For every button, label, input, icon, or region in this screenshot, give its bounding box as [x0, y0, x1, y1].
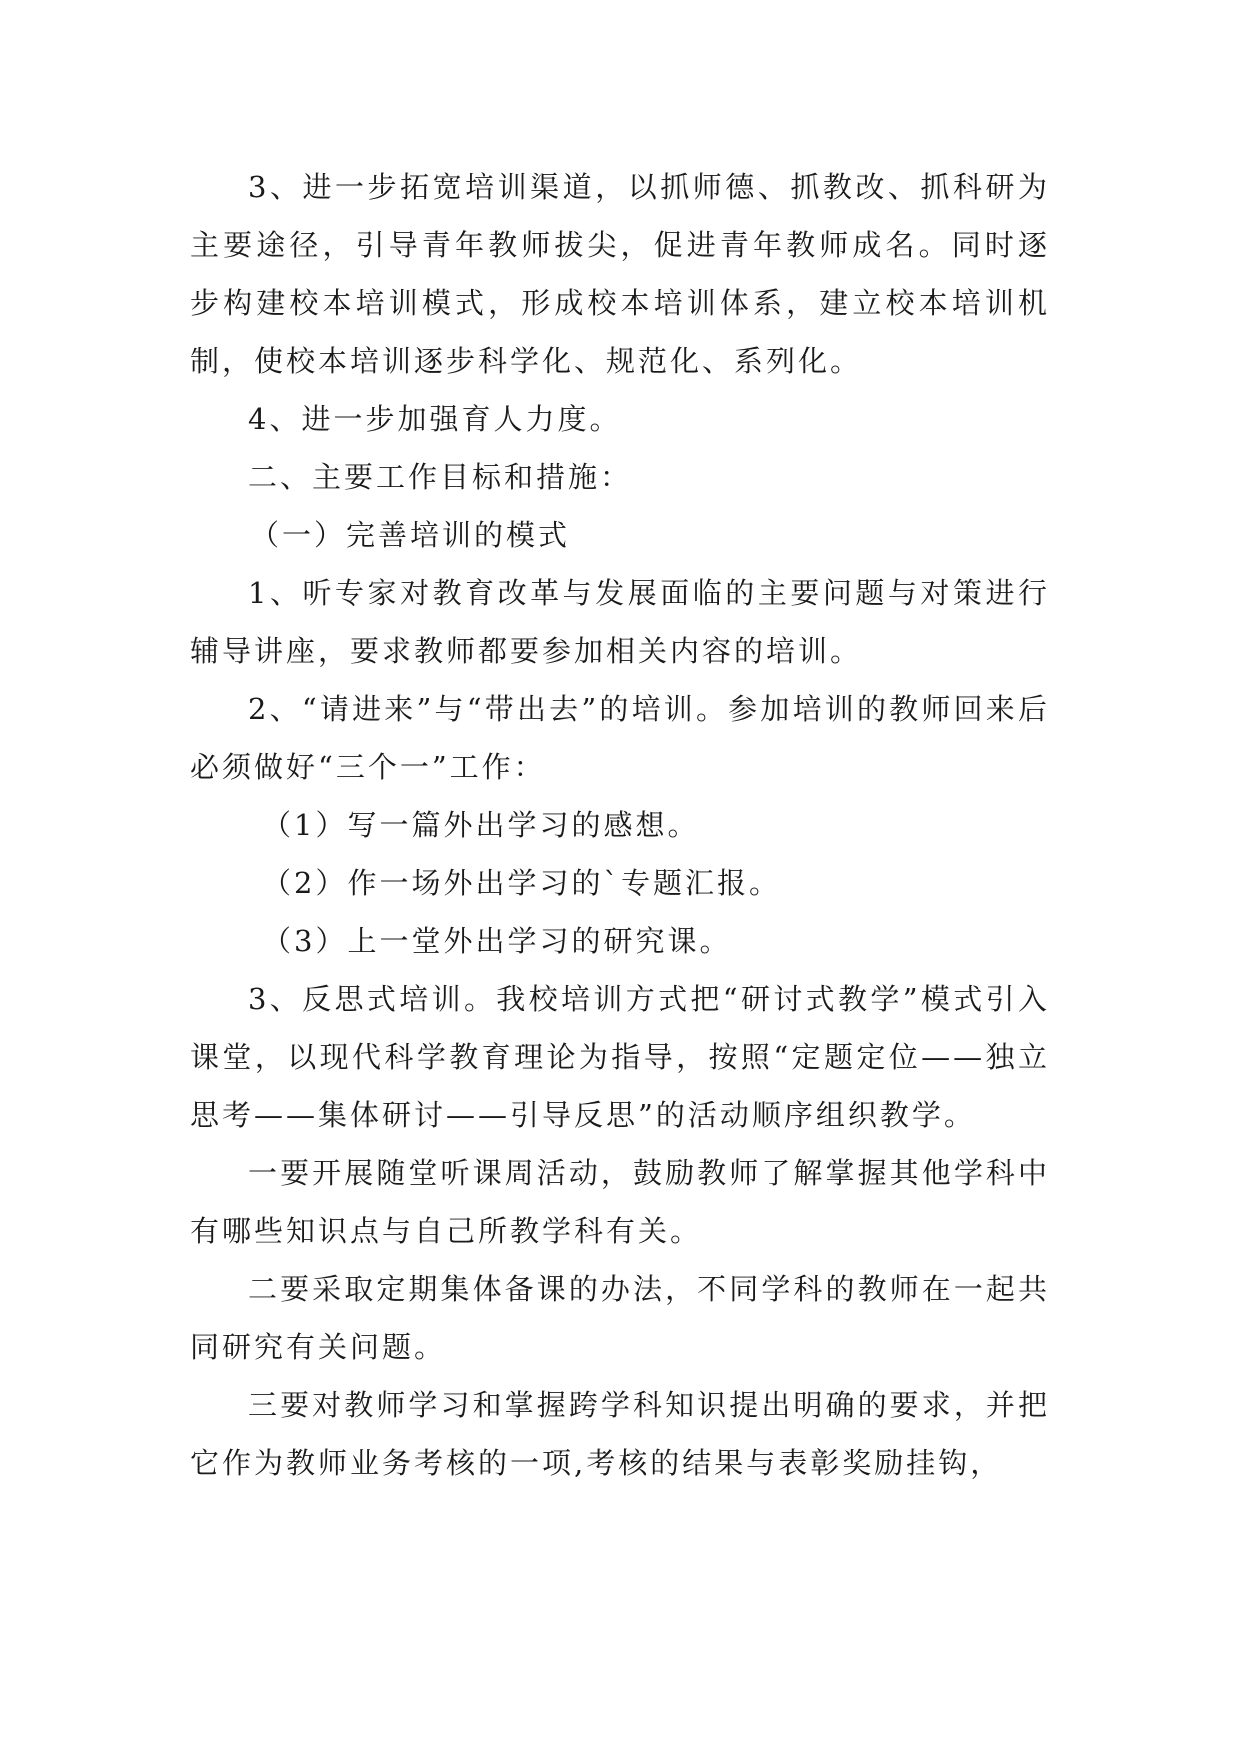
paragraph-broaden-training-channels: 3、进一步拓宽培训渠道，以抓师德、抓教改、抓科研为主要途径，引导青年教师拔尖，促进青年教师成名。同时逐步构建校本培训模式，形成校本培训体系，建立校本培训机制，使校本培训逐步科学化、规范化、系列化。: [190, 170, 1050, 378]
paragraph-expert-lectures: 1、听专家对教育改革与发展面临的主要问题与对策进行辅导讲座，要求教师都要参加相关内容的培训。: [190, 576, 1050, 668]
subsection-heading-training-mode: （一）完善培训的模式: [250, 518, 571, 552]
document-body: [190, 158, 1050, 1492]
list-item-give-report: （2）作一场外出学习的`专题汇报。: [262, 866, 781, 900]
paragraph-strengthen-education: 4、进一步加强育人力度。: [248, 402, 622, 436]
paragraph-collective-lesson-prep: 二要采取定期集体备课的办法，不同学科的教师在一起共同研究有关问题。: [190, 1272, 1050, 1364]
paragraph-cross-discipline-requirements: 三要对教师学习和掌握跨学科知识提出明确的要求，并把它作为教师业务考核的一项,考核的结果与表彰奖励挂钩，: [190, 1388, 1050, 1480]
section-heading-main-goals: 二、主要工作目标和措施：: [248, 460, 633, 494]
list-item-teach-research-class: （3）上一堂外出学习的研究课。: [262, 924, 732, 958]
paragraph-invite-and-send-out: 2、“请进来”与“带出去”的培训。参加培训的教师回来后必须做好“三个一”工作：: [190, 692, 1050, 784]
paragraph-reflective-training: 3、反思式培训。我校培训方式把“研讨式教学”模式引入课堂，以现代科学教育理论为指导，按照“定题定位——独立思考——集体研讨——引导反思”的活动顺序组织教学。: [190, 982, 1050, 1132]
paragraph-class-observation-week: 一要开展随堂听课周活动，鼓励教师了解掌握其他学科中有哪些知识点与自己所教学科有关。: [190, 1156, 1050, 1248]
list-item-write-reflection: （1）写一篇外出学习的感想。: [262, 808, 700, 842]
